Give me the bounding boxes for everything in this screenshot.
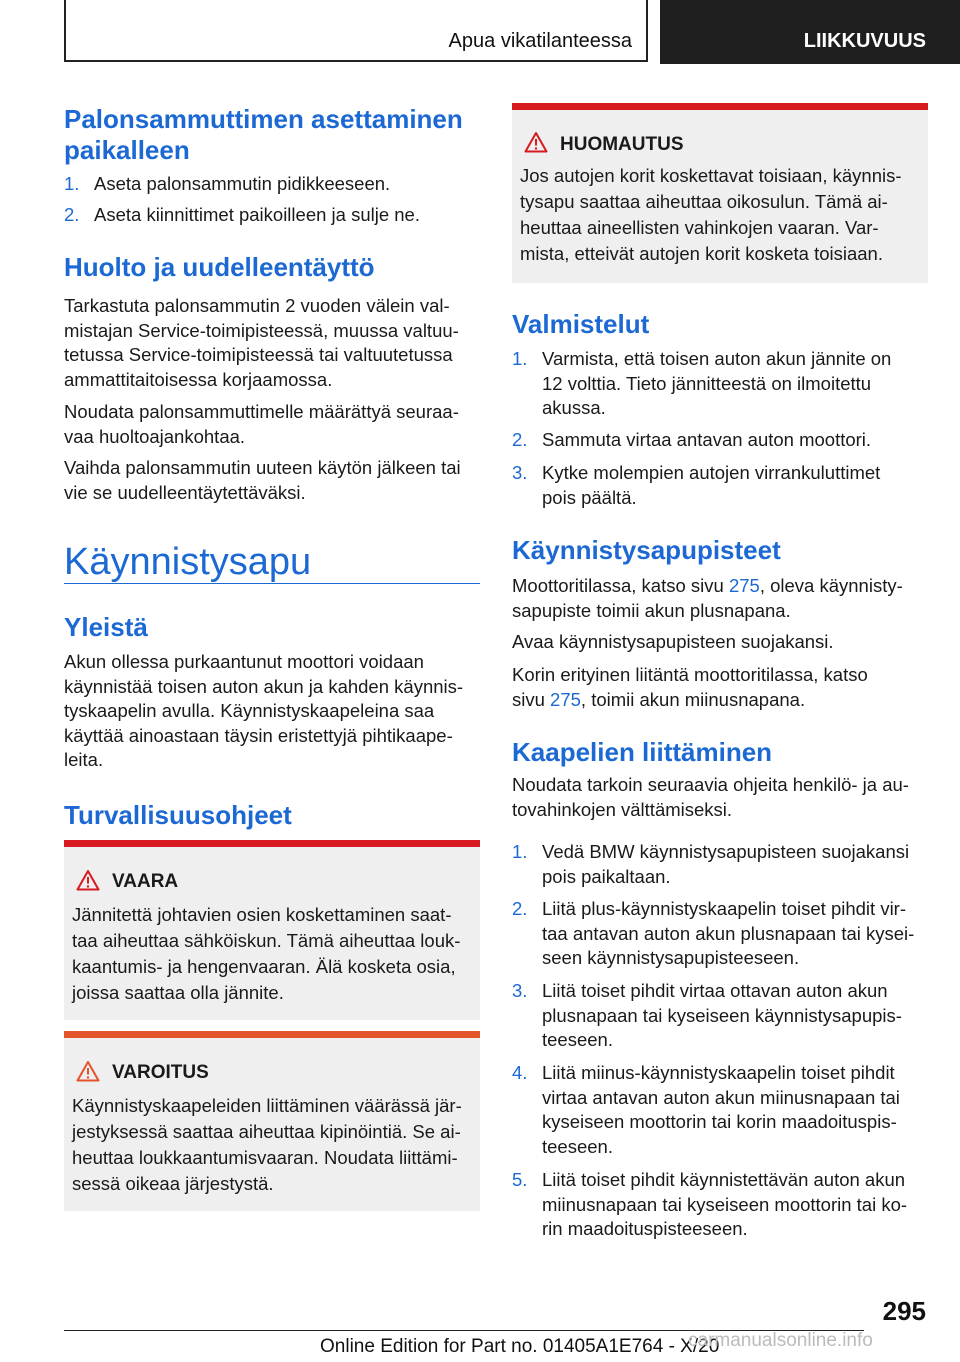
danger-box (64, 840, 480, 1020)
text-line: akussa. (542, 397, 606, 418)
text-line: heuttaa loukkaantumisvaaran. Noudata liittämi- (72, 1147, 458, 1168)
list-text (542, 840, 909, 889)
list-number: 1. (512, 841, 528, 862)
heading-general: Yleistä (64, 612, 148, 642)
danger-text (72, 902, 460, 1006)
text-line: Liitä miinus-käynnistyskaapelin toiset pihdit (542, 1062, 895, 1083)
text-line: seen käynnistysapupisteeseen. (542, 947, 800, 968)
footer-watermark: carmanualsonline.info (688, 1330, 873, 1351)
text-line (512, 574, 903, 599)
text-line: kaantumis- ja hengenvaaran. Älä kosketa osia, (72, 956, 456, 977)
text-line: taa aiheuttaa sähköiskun. Tämä aiheuttaa louk- (72, 930, 461, 951)
list-text (542, 347, 891, 421)
text-line: plusnapaan tai kyseiseen käynnistysapupis- (542, 1004, 902, 1026)
list-number: 4. (512, 1062, 528, 1083)
text-line: Noudata palonsammuttimelle määrättyä seuraa- (64, 401, 459, 422)
page-link[interactable]: 275 (728, 575, 760, 596)
text-line: pois päältä. (542, 486, 637, 508)
text-line: joissa saattaa olla jännite. (72, 982, 284, 1003)
text-line: Käynnistyskaapeleiden liittäminen väärässä jär- (72, 1095, 462, 1116)
notice-title: HUOMAUTUS (560, 134, 684, 155)
text-line: Varmista, että toisen auton akun jännite on (542, 348, 892, 369)
text-line: käyttää ainoastaan täysin eristettyjä pihtikaape- (64, 724, 453, 746)
heading-line: Palonsammuttimen asettaminen (64, 104, 463, 134)
text-line: sessä oikeaa järjestystä. (72, 1173, 274, 1194)
list-text (542, 897, 914, 971)
text-line: teeseen. (542, 1029, 613, 1050)
text-span: Moottoritilassa, katso sivu (512, 575, 729, 596)
text-line: ammattitaitoisessa korjaamossa. (64, 368, 333, 390)
text-span: , toimii akun miinusnapana. (580, 688, 806, 710)
list-text (542, 979, 902, 1053)
text-line: tovahinkojen välttämiseksi. (512, 798, 733, 820)
list-number: 5. (512, 1169, 528, 1190)
warning-box (64, 1031, 480, 1211)
text-line: Liitä plus-käynnistyskaapelin toiset pihdit vir- (542, 898, 907, 919)
chapter-heading-jump-start: Käynnistysapu (64, 541, 312, 583)
warning-triangle-icon (76, 869, 100, 891)
text-line: 12 volttia. Tieto jännitteestä on ilmoitettu (542, 372, 872, 394)
text-line: miinusnapaan tai kyseiseen moottorin tai ko- (542, 1193, 908, 1215)
text-line: Liitä toiset pihdit käynnistettävän auton akun (542, 1169, 906, 1190)
text-line: virtaa antavan auton akun miinusnapaan tai (542, 1086, 900, 1108)
list-number: 2. (512, 429, 528, 450)
text-line: vie se uudelleentäytettäväksi. (64, 481, 306, 503)
text-line: tysapu saattaa aiheuttaa oikosulun. Tämä ai- (520, 191, 888, 212)
paragraph-jump-points-2: Avaa käynnistysapupisteen suojakansi. (512, 631, 834, 652)
heading-safety: Turvallisuusohjeet (64, 800, 292, 830)
heading-rule (64, 583, 480, 584)
footer-edition: Online Edition for Part no. 01405A1E764 - X/20 (320, 1336, 720, 1357)
text-span: , oleva käynnisty- (759, 575, 903, 596)
list-text (542, 461, 880, 510)
text-line: mista, etteivät autojen korit kosketa toisiaan. (520, 243, 883, 264)
list-number: 2. (64, 204, 80, 225)
text-line: Korin erityinen liitäntä moottoritilassa, katso (512, 664, 868, 685)
warning-triangle-icon (76, 1060, 100, 1082)
heading-connecting-cables: Kaapelien liittäminen (512, 737, 773, 767)
text-line: pois paikaltaan. (542, 865, 671, 887)
text-line: Jännitettä johtavien osien koskettaminen saat- (72, 904, 452, 925)
list-number: 3. (512, 980, 528, 1001)
list-text (542, 428, 871, 453)
text-line: Tarkastuta palonsammutin 2 vuoden välein val- (64, 295, 450, 316)
text-line: teeseen. (542, 1135, 613, 1157)
notice-bar (512, 103, 928, 110)
list-number: 1. (512, 348, 528, 369)
list-text: Aseta palonsammutin pidikkeeseen. (94, 173, 391, 194)
heading-fire-extinguisher-install (64, 104, 463, 166)
page-link[interactable]: 275 (550, 688, 581, 710)
text-line: Vaihda palonsammutin uuteen käytön jälkeen tai (64, 457, 461, 478)
heading-jump-start-points: Käynnistysapupisteet (512, 535, 781, 565)
warning-triangle-icon (524, 131, 548, 153)
warning-bar (64, 1031, 480, 1038)
text-line: Akun ollessa purkaantunut moottori voidaan (64, 651, 424, 672)
text-line: tetussa Service-toimipisteessä tai valtuutetussa (64, 344, 453, 365)
paragraph-jump-points-1 (512, 574, 903, 623)
text-line: jestyksessä saattaa aiheuttaa kipinöintiä. Se ai- (72, 1121, 461, 1142)
paragraph-maintenance-2 (64, 400, 459, 449)
warning-title: VAROITUS (112, 1062, 209, 1083)
text-line: leita. (64, 749, 104, 770)
list-number: 2. (512, 898, 528, 919)
text-span: sivu (512, 688, 551, 710)
paragraph-maintenance-3 (64, 456, 461, 505)
text-line: Sammuta virtaa antavan auton moottori. (542, 429, 872, 450)
list-number: 1. (64, 173, 80, 194)
paragraph-cables (512, 773, 909, 822)
text-line: taa antavan auton akun plusnapaan tai kysei- (542, 922, 915, 944)
heading-line: paikalleen (64, 135, 190, 165)
warning-text (72, 1093, 462, 1197)
list-text: Aseta kiinnittimet paikoilleen ja sulje ne. (94, 204, 420, 225)
notice-text (520, 163, 902, 267)
text-line: Kytke molempien autojen virrankuluttimet (542, 462, 881, 483)
text-line: käynnistää toisen auton akun ja kahden käynnis- (64, 675, 464, 697)
header-chapter-title: LIIKKUVUUS (803, 30, 926, 52)
text-line: sapupiste toimii akun plusnapana. (512, 599, 791, 621)
header-chapter-box (660, 0, 960, 64)
text-line: Noudata tarkoin seuraavia ohjeita henkilö- ja au- (512, 774, 909, 795)
list-number: 3. (512, 462, 528, 483)
danger-title: VAARA (112, 871, 179, 892)
paragraph-maintenance-1 (64, 294, 459, 392)
header-section-title: Apua vikatilanteessa (448, 30, 632, 52)
list-text (542, 1168, 907, 1242)
text-line (512, 688, 868, 713)
text-line: kyseiseen moottorin tai korin maadoituspis- (542, 1111, 897, 1132)
text-line: vaa huoltoajankohtaa. (64, 425, 246, 447)
header-left-box (64, 0, 648, 62)
heading-maintenance-refill: Huolto ja uudelleentäyttö (64, 252, 375, 282)
text-line: rin maadoituspisteeseen. (542, 1218, 748, 1239)
text-line: Liitä toiset pihdit virtaa ottavan auton akun (542, 980, 888, 1001)
text-line: tyskaapelin avulla. Käynnistyskaapeleina saa (64, 700, 435, 721)
paragraph-jump-points-3 (512, 663, 868, 712)
page-number: 295 (882, 1296, 926, 1326)
danger-bar (64, 840, 480, 847)
text-line: heuttaa aineellisten vahinkojen vaaran. Var- (520, 217, 879, 238)
notice-box (512, 103, 928, 283)
text-line: mistajan Service-toimipisteessä, muussa valtuu- (64, 319, 459, 341)
list-text (542, 1061, 900, 1159)
text-line: Jos autojen korit koskettavat toisiaan, käynnis- (520, 165, 902, 186)
paragraph-general (64, 650, 463, 773)
text-line: Vedä BMW käynnistysapupisteen suojakansi (542, 841, 910, 862)
heading-preparations: Valmistelut (512, 309, 650, 339)
